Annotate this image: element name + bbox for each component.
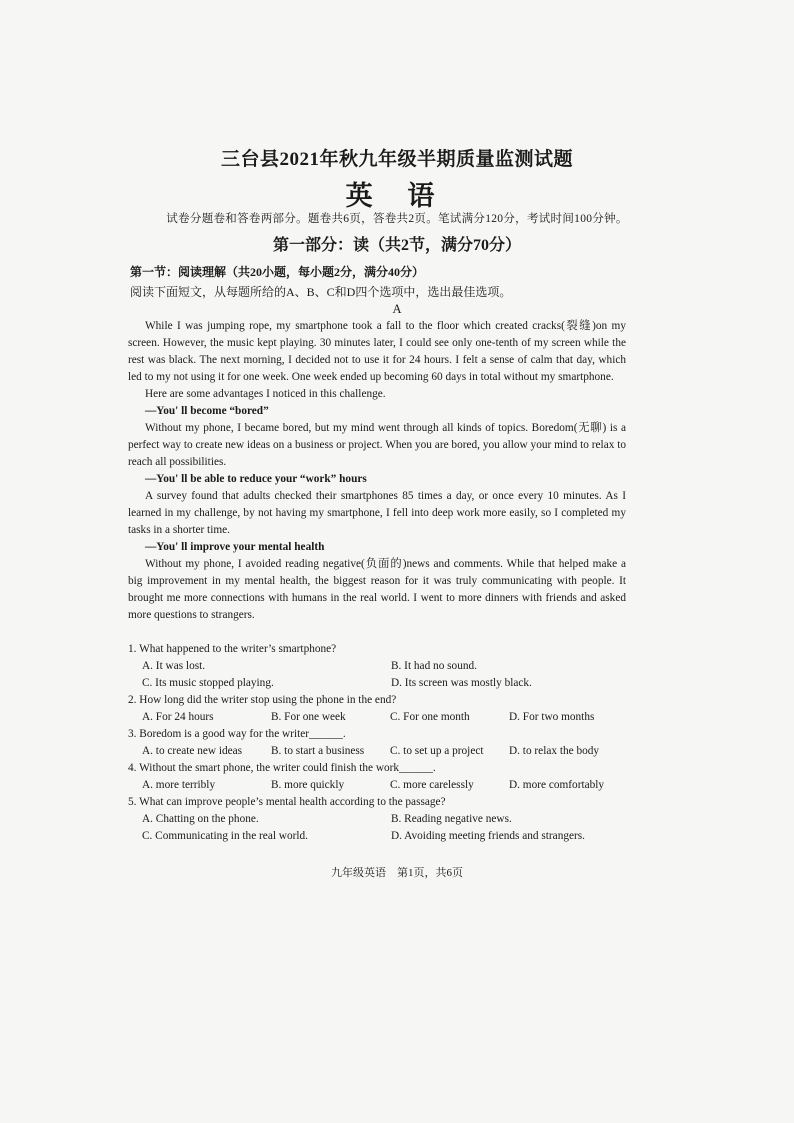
passage-paragraph: While I was jumping rope, my smartphone took a fall to the floor which created cracks(裂缝)on my screen. However, the music kept playing. 30 minutes later, I could see only one-tenth of my screen while the rest was black. The next morning, I decided not to use it for 24 hours. I felt a sense of calm that day, which led to my not using it for one week. One week ended up becoming 60 days in total without my smartphone. [128,320,626,383]
option-d: D. For two months [509,711,595,723]
option-c: C. more carelessly [390,779,474,791]
question-stem: 3. Boredom is a good way for the writer______. [128,728,346,740]
question-stem: 1. What happened to the writer’s smartphone? [128,643,337,655]
option-row [128,811,628,828]
option-row [128,675,628,692]
passage [128,318,626,624]
question-stem: 4. Without the smart phone, the writer could finish the work______. [128,762,436,774]
option-b: B. more quickly [271,779,345,791]
option-c: C. For one month [390,711,470,723]
option-d: D. more comfortably [509,779,605,791]
question-stem: 2. How long did the writer stop using the phone in the end? [128,694,397,706]
option-d: D. Its screen was mostly black. [391,677,532,689]
passage-label: A [392,302,402,316]
option-b: B. It had no sound. [391,660,477,672]
passage-paragraph: Without my phone, I became bored, but my mind went through all kinds of topics. Boredom(无聊) is a perfect way to create new ideas on a business or project. When you are bored, you allow your mind to relax to reach all possibilities. [128,422,626,468]
passage-paragraph: Here are some advantages I noticed in this challenge. [145,388,386,400]
question-stem: 5. What can improve people’s mental health according to the passage? [128,796,446,808]
option-row [128,709,628,726]
passage-subheading: —You' ll become “bored” [145,405,269,417]
passage-paragraph: A survey found that adults checked their smartphones 85 times a day, or once every 10 minutes. As I learned in my challenge, by not having my smartphone, I fell into deep work more easily, so I completed my tasks in a shorter time. [128,490,626,536]
option-row [128,658,628,675]
passage-subheading: —You' ll be able to reduce your “work” hours [145,473,367,485]
passage-paragraph: Without my phone, I avoided reading negative(负面的)news and comments. While that helped make a big improvement in my mental health, the biggest reason for it was truly communicating with people. It brought me more connections with humans in the real world. I went to more dinners with friends and asked more questions to strangers. [128,558,626,621]
option-row [128,777,628,794]
option-a: A. Chatting on the phone. [142,813,259,825]
option-b: B. to start a business [271,745,365,757]
option-d: D. Avoiding meeting friends and strangers. [391,830,585,842]
option-a: A. more terribly [142,779,216,791]
option-c: C. Communicating in the real world. [142,830,308,842]
option-a: A. For 24 hours [142,711,214,723]
option-b: B. Reading negative news. [391,813,512,825]
section-title: 第一节：阅读理解（共20小题，每小题2分，满分40分） [130,265,425,279]
section-instructions: 阅读下面短文，从每题所给的A、B、C和D四个选项中，选出最佳选项。 [130,285,512,299]
option-b: B. For one week [271,711,346,723]
option-c: C. Its music stopped playing. [142,677,274,689]
exam-instructions: 试卷分题卷和答卷两部分。题卷共6页，答卷共2页。笔试满分120分，考试时间100分钟。 [166,213,628,225]
option-a: A. to create new ideas [142,745,243,757]
question-list [128,641,628,845]
passage-subheading: —You' ll improve your mental health [145,541,325,553]
option-a: A. It was lost. [142,660,206,672]
exam-title: 三台县2021年秋九年级半期质量监测试题 [220,149,573,170]
option-row [128,828,628,845]
option-row [128,743,628,760]
part-title: 第一部分：读（共2节，满分70分） [272,237,521,254]
subject-title: 英 语 [345,181,449,211]
option-d: D. to relax the body [509,745,600,757]
page-footer: 九年级英语 第1页，共6页 [331,867,463,879]
option-c: C. to set up a project [390,745,484,757]
